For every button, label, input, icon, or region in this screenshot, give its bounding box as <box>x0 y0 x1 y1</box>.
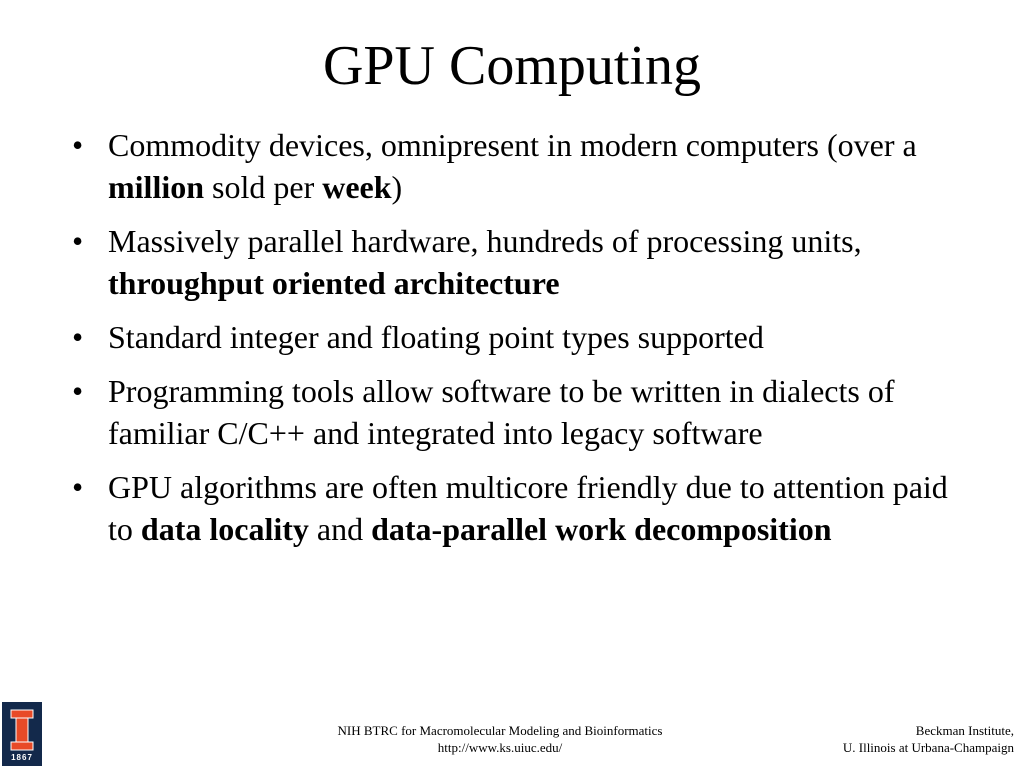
bullet-plain-text: Commodity devices, omnipresent in modern computers (over a <box>108 127 917 163</box>
footer-university: U. Illinois at Urbana-Champaign <box>842 740 1014 755</box>
bullet-plain-text: Massively parallel hardware, hundreds of processing units, <box>108 223 862 259</box>
footer-institute: Beckman Institute, <box>915 723 1014 738</box>
footer-center <box>250 722 750 756</box>
bullet-text <box>108 373 895 451</box>
footer-url: http://www.ks.uiuc.edu/ <box>437 740 563 755</box>
bullet-marker: • <box>72 223 84 259</box>
bullet-bold-text: data-parallel work decomposition <box>371 511 832 547</box>
bullet-item <box>70 370 950 454</box>
bullet-item <box>70 316 950 358</box>
footer-organization: NIH BTRC for Macromolecular Modeling and Bioinformatics <box>337 723 663 738</box>
slide-title: GPU Computing <box>322 35 702 97</box>
university-logo <box>2 702 42 766</box>
bullet-text <box>108 319 764 355</box>
bullet-item <box>70 220 950 304</box>
bullet-plain-text: sold per <box>204 169 323 205</box>
bullet-text <box>108 469 948 547</box>
bullet-list <box>70 124 950 562</box>
bullet-bold-text: data locality <box>140 511 309 547</box>
bullet-text <box>108 223 862 301</box>
bullet-bold-text: week <box>322 169 392 205</box>
bullet-plain-text: and <box>308 511 372 547</box>
bullet-marker: • <box>72 319 84 355</box>
bullet-item <box>70 466 950 550</box>
bullet-marker: • <box>72 127 84 163</box>
bullet-marker: • <box>72 469 84 505</box>
bullet-text <box>108 127 917 205</box>
bullet-plain-text: GPU algorithms are often multicore friendly due to attention paid to <box>108 469 948 547</box>
bullet-bold-text: million <box>108 169 205 205</box>
logo-year: 1867 <box>11 753 33 762</box>
bullet-plain-text: Programming tools allow software to be written in dialects of familiar C/C++ and integrated into legacy software <box>108 373 895 451</box>
bullet-item <box>70 124 950 208</box>
bullet-plain-text: Standard integer and floating point types supported <box>108 319 764 355</box>
footer <box>0 700 1024 768</box>
footer-right <box>714 722 1014 756</box>
bullet-marker: • <box>72 373 84 409</box>
bullet-plain-text: ) <box>391 169 403 205</box>
bullet-bold-text: throughput oriented architecture <box>108 265 560 301</box>
